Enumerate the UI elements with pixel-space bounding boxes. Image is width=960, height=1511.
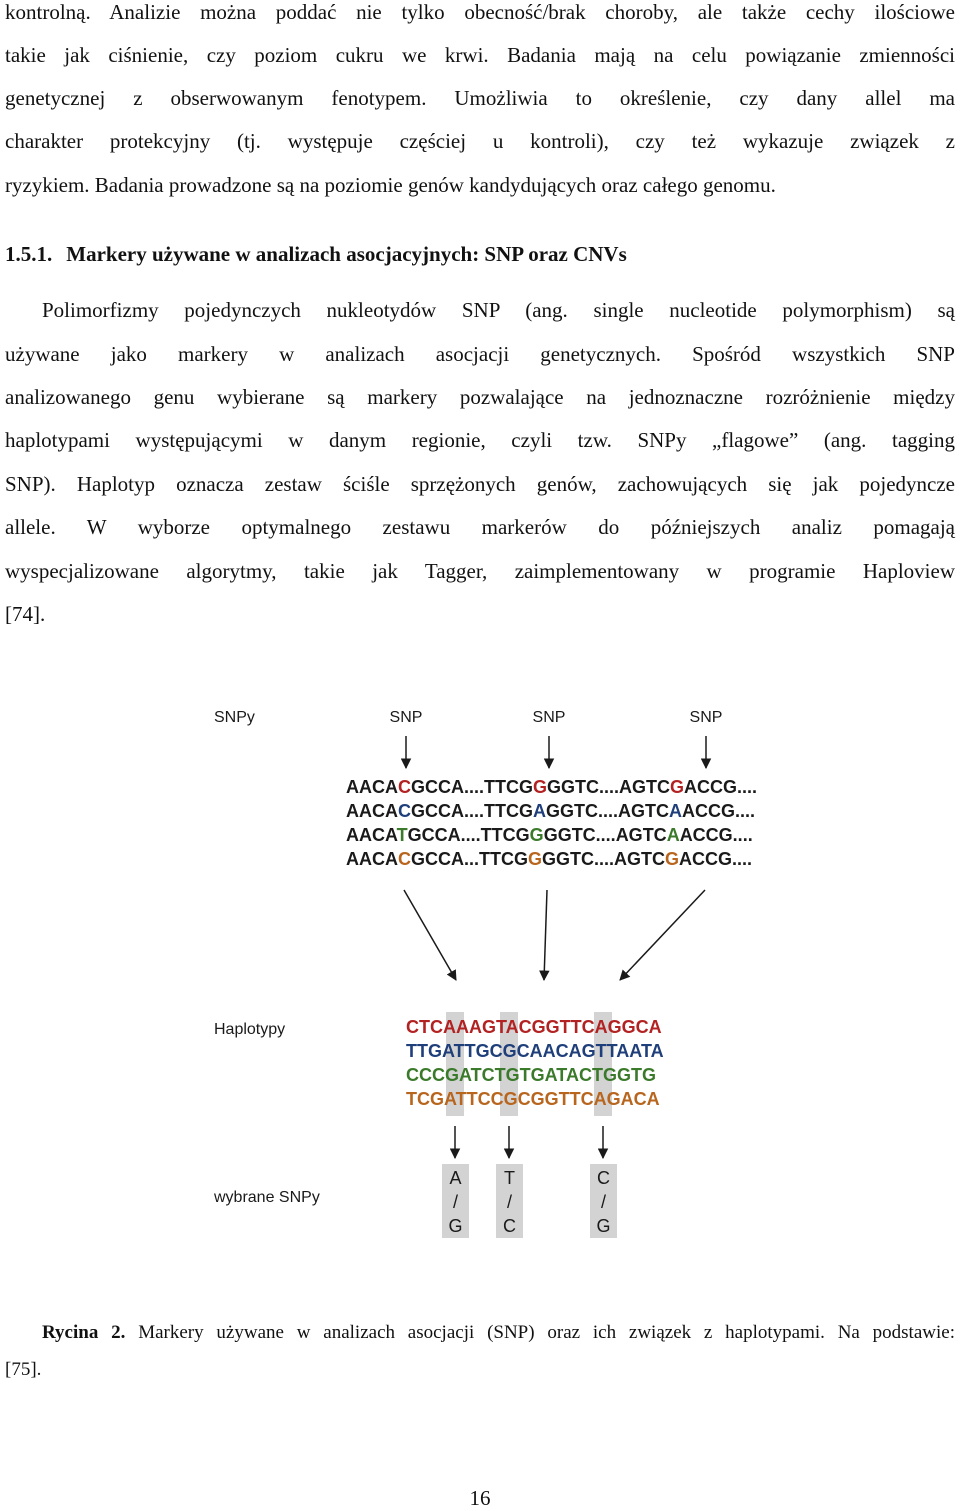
snp-label: SNP [389,709,423,726]
figure-canvas [0,690,960,1250]
paragraph-line: używane jako markery w analizach asocjacji genetycznych. Spośród wszystkich SNP [5,342,955,366]
snp-label: SNP [532,709,566,726]
paragraph-line: wyspecjalizowane algorytmy, takie jak Tagger, zaimplementowany w programie Haploview [5,559,955,583]
haplotype-row: TTGATTGCGCAACAGTTAATA [406,1041,664,1061]
paragraph-line: takie jak ciśnienie, czy poziom cukru we krwi. Badania mają na celu powiązanie zmienności [5,43,955,67]
snpy-label: SNPy [214,709,255,726]
paragraph-line: analizowanego genu wybierane są markery pozwalające na jednoznaczne rozróżnienie między [5,385,955,409]
figure-caption [42,1322,955,1344]
selected-snp-allele: / [600,1192,607,1212]
paragraph-line: ryzykiem. Badania prowadzone są na poziomie genów kandydujących oraz całego genomu. [5,173,776,197]
paragraph-line: Polimorfizmy pojedynczych nukleotydów SNP (ang. single nucleotide polymorphism) są [42,298,955,322]
section-title: Markery używane w analizach asocjacyjnych: SNP oraz CNVs [66,242,627,266]
down-arrow-icon [544,890,547,980]
sequence-row: AACATGCCA....TTCGGGGTC....AGTCAACCG.... [346,825,753,845]
selected-snp-allele: T [504,1168,515,1188]
paragraph-line: charakter protekcyjny (tj. występuje częściej u kontroli), czy też wykazuje związek z [5,129,955,153]
haplotype-row: TCGATTCCGCGGTTCAGACA [406,1089,660,1109]
selected-snp-allele: G [448,1216,463,1236]
selected-snp-allele: G [596,1216,611,1236]
snp-label: SNP [689,709,723,726]
paragraph-line: [74]. [5,602,46,626]
section-heading [5,242,627,267]
paragraph-line: allele. W wyborze optymalnego zestawu markerów do późniejszych analiz pomagają [5,515,955,539]
selected-snps-label: wybrane SNPy [214,1189,320,1206]
haplotypes-label: Haplotypy [214,1021,286,1038]
selected-snp-allele: / [452,1192,459,1212]
snp-haplotype-figure [0,690,960,1250]
down-arrow-icon [620,890,705,980]
page-number: 16 [469,1486,491,1510]
sequence-row: AACACGCCA....TTCGAGGTC....AGTCAACCG.... [346,801,756,821]
caption-reference: [75]. [5,1359,42,1380]
caption-label: Rycina 2. [42,1322,126,1343]
paragraph-line: haplotypami występującymi w danym regionie, czyli tzw. SNPy „flagowe” (ang. tagging [5,428,955,452]
sequence-row: AACACGCCA....TTCGGGGTC....AGTCGACCG.... [346,777,758,797]
caption-text: Markery używane w analizach asocjacji (SNP) oraz ich związek z haplotypami. Na podstawie: [138,1322,955,1343]
paragraph-line: kontrolną. Analizie można poddać nie tylko obecność/brak choroby, ale także cechy ilościowe [5,0,955,24]
selected-snp-allele: A [449,1168,462,1188]
paragraph-line: SNP). Haplotyp oznacza zestaw ściśle sprzężonych genów, zachowujących się jak pojedyncze [5,472,955,496]
selected-snp-allele: / [506,1192,513,1212]
haplotype-row: CTCAAAGTACGGTTCAGGCA [406,1017,662,1037]
down-arrow-icon [404,890,456,980]
haplotype-row: CCCGATCTGTGATACTGGTG [406,1065,656,1085]
paragraph-line: genetycznej z obserwowanym fenotypem. Umożliwia to określenie, czy dany allel ma [5,86,955,110]
sequence-row: AACACGCCA...TTCGGGGTC....AGTCGACCG.... [346,849,753,869]
selected-snp-allele: C [597,1168,610,1188]
selected-snp-allele: C [503,1216,516,1236]
section-number: 1.5.1. [5,242,53,266]
